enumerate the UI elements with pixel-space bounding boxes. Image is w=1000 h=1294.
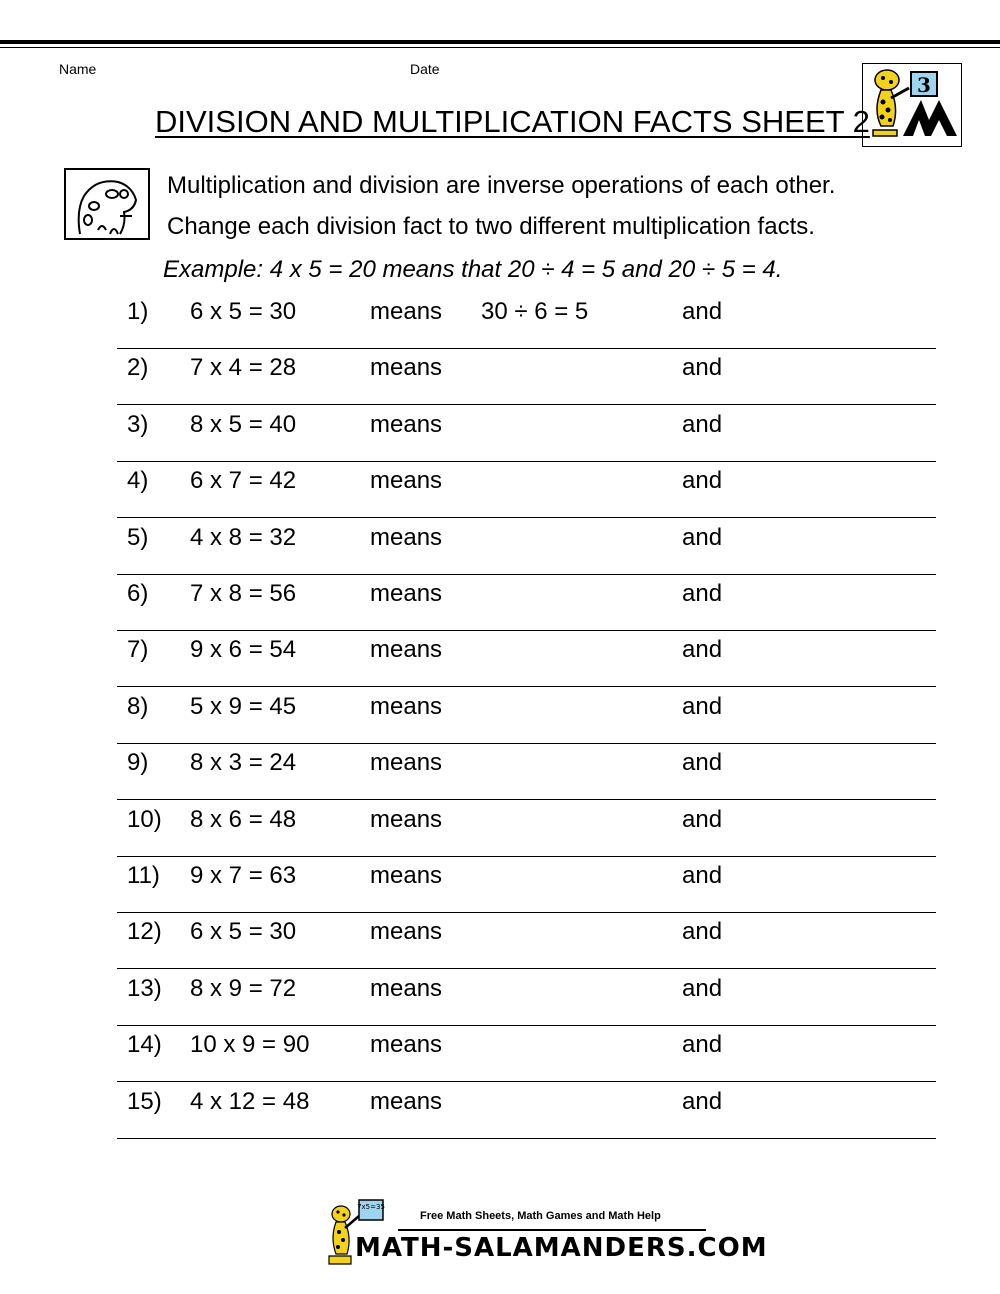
problem-number: 9) <box>127 749 149 777</box>
and-label: and <box>682 692 723 720</box>
problem-number: 5) <box>127 523 149 551</box>
salamander-logo-icon <box>863 64 961 146</box>
problem-row <box>117 519 936 575</box>
division-answer: 30 ÷ 6 = 5 <box>481 298 589 325</box>
problem-number: 15) <box>127 1087 162 1115</box>
multiplication-fact: 5 x 9 = 45 <box>190 692 297 720</box>
grade-badge <box>862 63 962 147</box>
multiplication-fact: 6 x 7 = 42 <box>190 467 297 495</box>
footer-site-name: MATH-SALAMANDERS.COM <box>355 1233 768 1263</box>
and-label: and <box>682 410 723 438</box>
means-label: means <box>370 523 443 551</box>
and-label: and <box>682 636 723 664</box>
problem-number: 13) <box>127 974 162 1002</box>
multiplication-fact: 8 x 5 = 40 <box>190 410 297 438</box>
and-label: and <box>682 1087 723 1115</box>
multiplication-fact: 6 x 5 = 30 <box>190 298 297 325</box>
page-title: DIVISION AND MULTIPLICATION FACTS SHEET 2 <box>155 104 870 139</box>
and-label: and <box>682 1031 723 1059</box>
salamander-doodle-icon <box>64 168 150 240</box>
grade-number: 3 <box>917 73 931 97</box>
means-label: means <box>370 298 443 325</box>
problem-row <box>117 1026 936 1082</box>
problem-row <box>117 349 936 405</box>
and-label: and <box>682 974 723 1002</box>
multiplication-fact: 4 x 8 = 32 <box>190 523 297 551</box>
multiplication-fact: 7 x 4 = 28 <box>190 354 297 382</box>
problem-number: 7) <box>127 636 149 664</box>
means-label: means <box>370 410 443 438</box>
problem-row <box>117 970 936 1026</box>
multiplication-fact: 8 x 3 = 24 <box>190 749 297 777</box>
means-label: means <box>370 1087 443 1115</box>
and-label: and <box>682 862 723 889</box>
footer-tagline: Free Math Sheets, Math Games and Math Help <box>420 1210 661 1222</box>
problem-number: 2) <box>127 354 149 382</box>
problem-number: 6) <box>127 580 149 607</box>
means-label: means <box>370 636 443 664</box>
top-border-thick <box>0 40 1000 44</box>
multiplication-fact: 6 x 5 = 30 <box>190 918 297 946</box>
top-border-thin <box>0 47 1000 48</box>
problem-row <box>117 857 936 913</box>
and-label: and <box>682 523 723 551</box>
problem-number: 11) <box>127 862 160 889</box>
means-label: means <box>370 1031 443 1059</box>
problem-number: 10) <box>127 805 162 833</box>
and-label: and <box>682 749 723 777</box>
means-label: means <box>370 692 443 720</box>
means-label: means <box>370 805 443 833</box>
name-label: Name <box>59 61 97 77</box>
problem-row <box>117 913 936 969</box>
footer-logo-board: 7x5=35 <box>357 1203 385 1211</box>
problem-row <box>117 406 936 462</box>
problem-row <box>117 801 936 857</box>
and-label: and <box>682 918 723 946</box>
problem-row <box>117 1083 936 1139</box>
and-label: and <box>682 467 723 495</box>
problem-row <box>117 688 936 744</box>
means-label: means <box>370 749 443 777</box>
problem-number: 1) <box>127 298 149 325</box>
multiplication-fact: 9 x 7 = 63 <box>190 862 297 889</box>
problem-row <box>117 462 936 518</box>
example-text: Example: 4 x 5 = 20 means that 20 ÷ 4 = 5 and 20 ÷ 5 = 4. <box>163 256 783 283</box>
problem-row <box>117 744 936 800</box>
and-label: and <box>682 580 723 607</box>
multiplication-fact: 9 x 6 = 54 <box>190 636 297 664</box>
multiplication-fact: 8 x 6 = 48 <box>190 805 297 833</box>
instruction-line-2: Change each division fact to two different multiplication facts. <box>167 213 815 240</box>
problem-number: 14) <box>127 1031 162 1059</box>
multiplication-fact: 4 x 12 = 48 <box>190 1087 310 1115</box>
multiplication-fact: 7 x 8 = 56 <box>190 580 297 607</box>
date-label: Date <box>410 61 440 77</box>
multiplication-fact: 10 x 9 = 90 <box>190 1031 310 1059</box>
problem-row <box>117 631 936 687</box>
problem-number: 8) <box>127 692 149 720</box>
problem-number: 4) <box>127 467 149 495</box>
and-label: and <box>682 805 723 833</box>
problem-row <box>117 293 936 349</box>
means-label: means <box>370 354 443 382</box>
problem-row <box>117 575 936 631</box>
means-label: means <box>370 974 443 1002</box>
instruction-line-1: Multiplication and division are inverse operations of each other. <box>167 172 836 199</box>
means-label: means <box>370 580 443 607</box>
multiplication-fact: 8 x 9 = 72 <box>190 974 297 1002</box>
problem-number: 12) <box>127 918 162 946</box>
and-label: and <box>682 298 723 325</box>
means-label: means <box>370 862 443 889</box>
footer-divider <box>398 1229 706 1231</box>
means-label: means <box>370 918 443 946</box>
and-label: and <box>682 354 723 382</box>
means-label: means <box>370 467 443 495</box>
problem-number: 3) <box>127 410 149 438</box>
